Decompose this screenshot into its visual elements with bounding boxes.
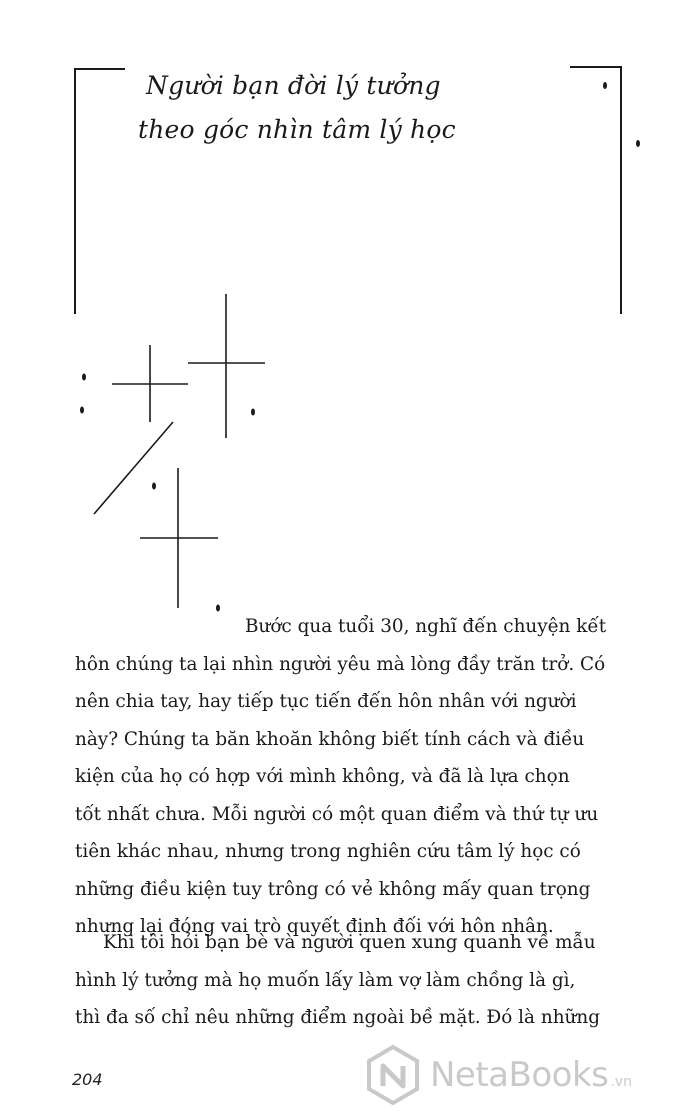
sparkle-dot <box>603 82 607 89</box>
frame-left-vertical <box>74 68 76 314</box>
frame-left-top-bar <box>75 68 125 70</box>
text-line: tiên khác nhau, nhưng trong nghiên cứu tâm lý học có <box>75 841 581 862</box>
text-line: hình lý tưởng mà họ muốn lấy làm vợ làm chồng là gì, <box>75 969 576 991</box>
text-line: nhưng lại đóng vai trò quyết định đối với hôn nhân. <box>75 916 554 937</box>
text-line: Khi tôi hỏi bạn bè và người quen xung quanh về mẫu <box>103 932 596 953</box>
text-line: thì đa số chỉ nêu những điểm ngoài bề mặt. Đó là những <box>75 1007 601 1028</box>
text-line: Bước qua tuổi 30, nghĩ đến chuyện kết <box>245 616 607 637</box>
netabooks-logo-icon <box>362 1044 424 1106</box>
chapter-title <box>138 64 578 152</box>
watermark <box>362 1040 698 1110</box>
text-line: hôn chúng ta lại nhìn người yêu mà lòng đầy trăn trở. Có <box>75 653 606 675</box>
watermark-tld: .vn <box>610 1074 632 1090</box>
chapter-title-line-1: Người bạn đời lý tưởng <box>146 71 441 100</box>
text-line: này? Chúng ta băn khoăn không biết tính cách và điều <box>75 728 585 750</box>
text-line: tốt nhất chưa. Mỗi người có một quan điểm và thứ tự ưu <box>75 803 599 825</box>
body-paragraph-1 <box>75 608 625 946</box>
chapter-title-line-2: theo góc nhìn tâm lý học <box>138 115 456 144</box>
star-ornament <box>0 280 300 620</box>
watermark-text: NetaBooks <box>430 1055 609 1095</box>
text-line: nên chia tay, hay tiếp tục tiến đến hôn nhân với người <box>75 691 577 712</box>
body-paragraph-2 <box>75 924 625 1037</box>
frame-right-vertical <box>620 66 622 314</box>
sparkle-dot <box>636 140 640 147</box>
page-number: 204 <box>72 1070 103 1089</box>
text-line: kiện của họ có hợp với mình không, và đã là lựa chọn <box>75 766 570 787</box>
text-line: những điều kiện tuy trông có vẻ không mấy quan trọng <box>75 878 591 900</box>
